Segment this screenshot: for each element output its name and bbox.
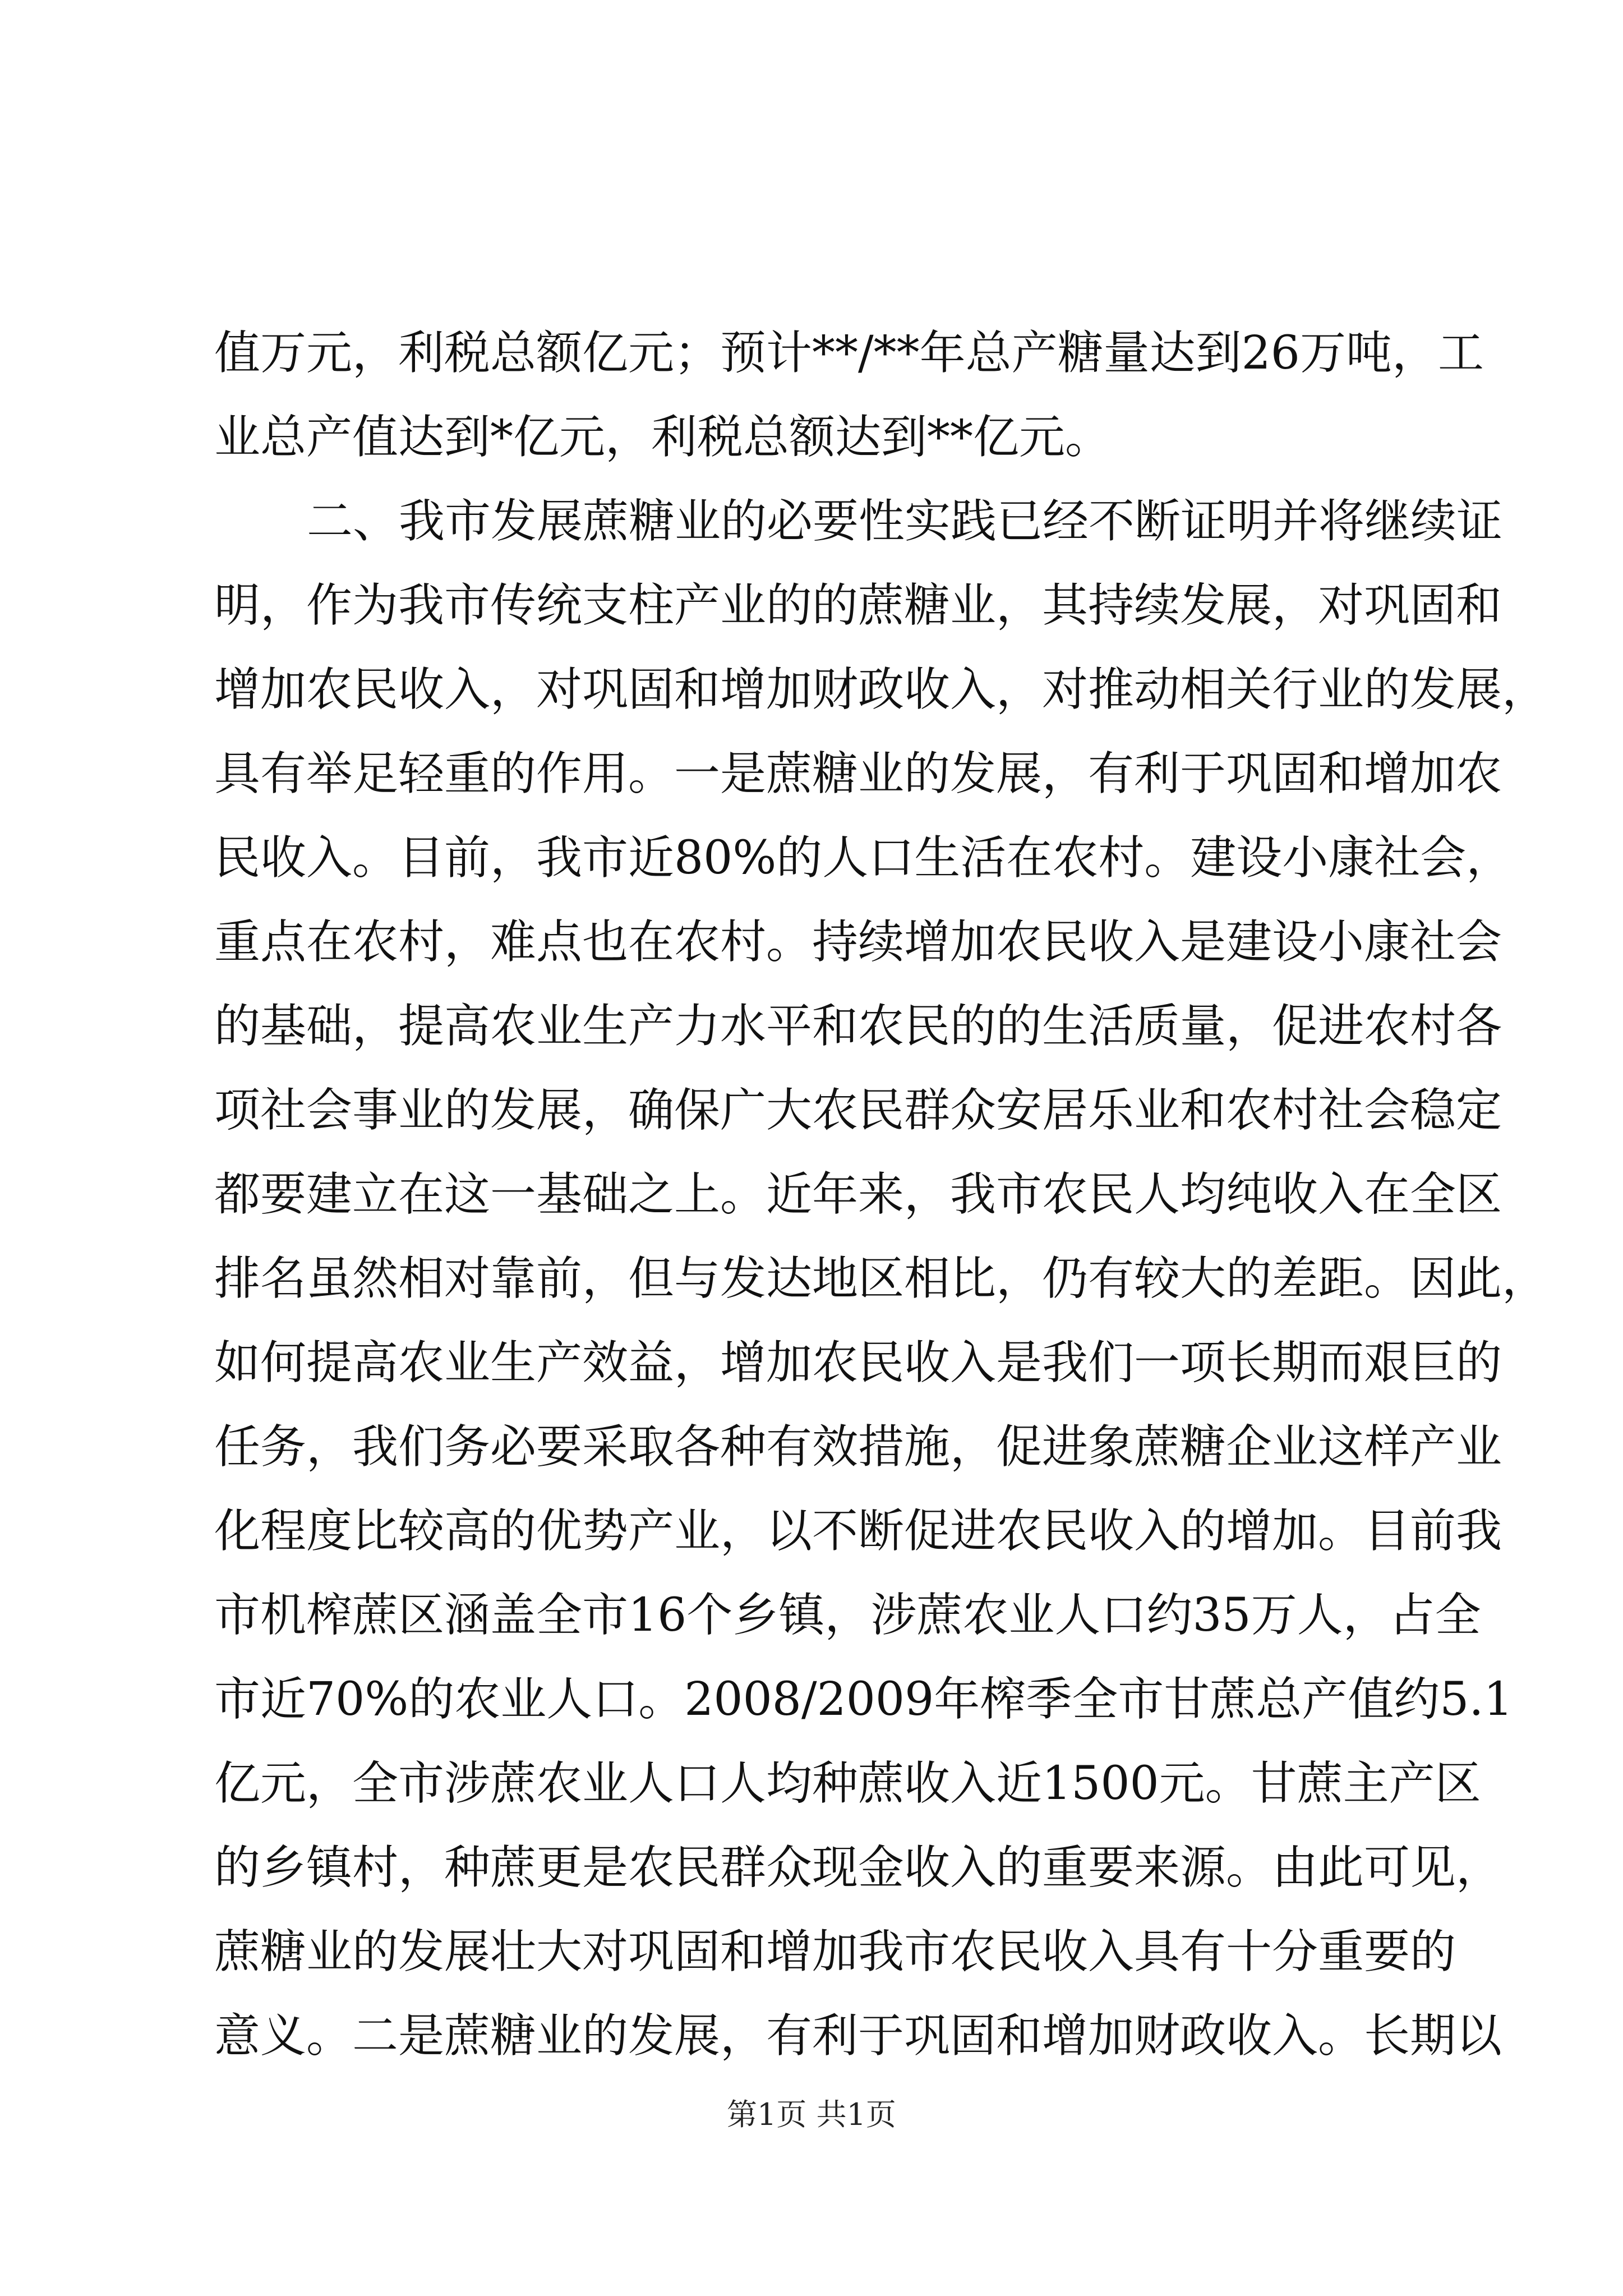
paragraph-line: 任务，我们务必要采取各种有效措施，促进象蔗糖企业这样产业 [214, 1420, 1502, 1474]
paragraph-line: 如何提高农业生产效益，增加农民收入是我们一项长期而艰巨的 [214, 1336, 1502, 1389]
paragraph-line: 排名虽然相对靠前，但与发达地区相比，仍有较大的差距。因此， [214, 1252, 1548, 1305]
paragraph-line: 亿元，全市涉蔗农业人口人均种蔗收入近1500元。甘蔗主产区 [214, 1757, 1481, 1810]
paragraph-line: 民收入。目前，我市近80%的人口生活在农村。建设小康社会， [214, 831, 1513, 885]
paragraph-line: 的乡镇村，种蔗更是农民群众现金收入的重要来源。由此可见， [214, 1841, 1502, 1894]
paragraph-line: 具有举足轻重的作用。一是蔗糖业的发展，有利于巩固和增加农 [214, 747, 1502, 800]
paragraph-line: 明，作为我市传统支柱产业的的蔗糖业，其持续发展，对巩固和 [214, 579, 1502, 632]
paragraph-line: 业总产值达到*亿元，利税总额达到**亿元。 [214, 411, 1112, 464]
paragraph-line: 增加农民收入，对巩固和增加财政收入，对推动相关行业的发展， [214, 663, 1548, 716]
page-number-label: 第1页 共1页 [727, 2097, 896, 2132]
paragraph-line: 市机榨蔗区涵盖全市16个乡镇，涉蔗农业人口约35万人，占全 [214, 1589, 1481, 1642]
paragraph-line: 的基础，提高农业生产力水平和农民的的生活质量，促进农村各 [214, 1000, 1502, 1053]
paragraph-line: 蔗糖业的发展壮大对巩固和增加我市农民收入具有十分重要的 [214, 1925, 1456, 1978]
paragraph-line: 化程度比较高的优势产业，以不断促进农民收入的增加。目前我 [214, 1504, 1502, 1558]
paragraph-line: 意义。二是蔗糖业的发展，有利于巩固和增加财政收入。长期以 [214, 2009, 1502, 2063]
paragraph-line: 都要建立在这一基础之上。近年来，我市农民人均纯收入在全区 [214, 1168, 1502, 1221]
paragraph-line: 项社会事业的发展，确保广大农民群众安居乐业和农村社会稳定 [214, 1084, 1502, 1137]
page-footer [0, 2095, 1623, 2134]
paragraph-line: 二、我市发展蔗糖业的必要性实践已经不断证明并将继续证 [307, 495, 1503, 548]
paragraph-line: 市近70%的农业人口。2008/2009年榨季全市甘蔗总产值约5.1 [214, 1673, 1513, 1726]
paragraph-line: 重点在农村，难点也在农村。持续增加农民收入是建设小康社会 [214, 915, 1502, 969]
paragraph-line: 值万元，利税总额亿元；预计**/**年总产糖量达到26万吨，工 [214, 326, 1484, 380]
